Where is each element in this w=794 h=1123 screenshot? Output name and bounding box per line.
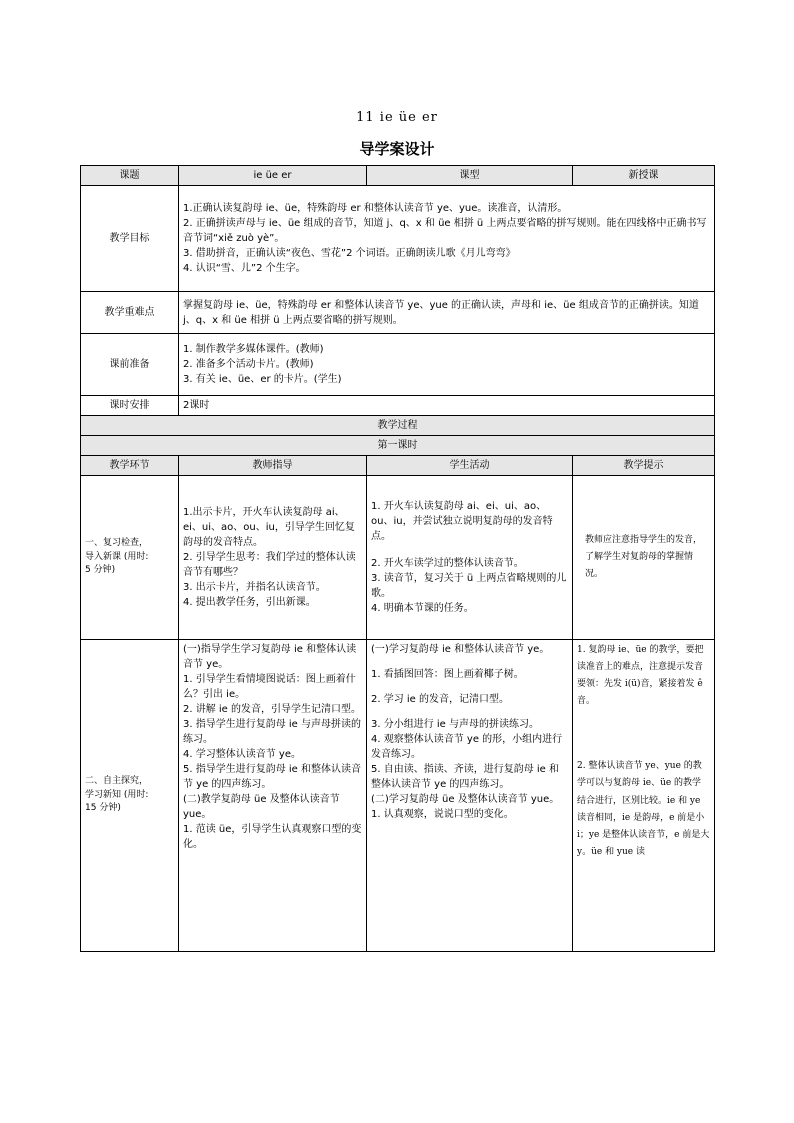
stage-cell: 一、复习检查， 导入新课 (用时: 5 分钟) [81, 476, 179, 640]
process-title-row [81, 416, 715, 436]
process-title: 教学过程 [81, 416, 715, 436]
objectives-row [81, 186, 715, 292]
hours-row [81, 396, 715, 416]
topic-value: ie üe er [179, 166, 367, 186]
period-title: 第一课时 [81, 436, 715, 456]
objective-item: 3. 借助拼音，正确认读“夜色、雪花”2 个词语。正确朗读儿歌《月儿弯弯》 [183, 248, 516, 259]
prep-label: 课前准备 [81, 334, 179, 396]
process-row [81, 640, 715, 952]
hours-value: 2课时 [179, 396, 715, 416]
column-header: 教师指导 [179, 456, 367, 476]
keypoints-label: 教学重难点 [81, 292, 179, 334]
process-header-row [81, 456, 715, 476]
column-header: 教学环节 [81, 456, 179, 476]
teacher-cell: 1.出示卡片，开火车认读复韵母 ai、ei、ui、ao、ou、iu，引导学生回忆复韵母的发音特点。 2. 引导学生思考：我们学过的整体认读音节有哪些？ 3. 出示卡片，并指名认读音节。 4. 提出教学任务，引出新课。 [179, 476, 367, 640]
column-header: 教学提示 [573, 456, 715, 476]
prep-item: 2. 准备多个活动卡片。(教师) [183, 359, 314, 370]
keypoints-content: 掌握复韵母 ie、üe，特殊韵母 er 和整体认读音节 ye、yue 的正确认读，声母和 ie、üe 组成音节的正确拼读。知道 j、q、x 和 üe 相拼 ü 上两点要省略的拼写规则。 [179, 292, 715, 334]
document-title: 导学案设计 [359, 140, 435, 158]
stage-cell: 二、自主探究， 学习新知 (用时: 15 分钟) [81, 640, 179, 952]
objective-item: 4. 认识“雪、儿”2 个生字。 [183, 263, 306, 274]
prep-row [81, 334, 715, 396]
student-cell: 1. 开火车认读复韵母 ai、ei、ui、ao、ou、iu，并尝试独立说明复韵母的发音特点。 2. 开火车读学过的整体认读音节。 3. 读音节，复习关于 ü 上两点省略规则的儿歌。 4. 明确本节课的任务。 [367, 476, 573, 640]
hint-cell: 1. 复韵母 ie、üe 的教学，要把读准音上的难点，注意提示发音要领：先发 i(ü)音，紧接着发 ê 音。 2. 整体认读音节 ye、yue 的教学可以与复韵母 ie、üe 的教学结合进行，区别比较。ie 和 ye 读音相同，ie 是韵母，e 前是小 i；ye 是整体认读音节，e 前是大 y。üe 和 yue 读 [573, 640, 715, 952]
process-row [81, 476, 715, 640]
prep-item: 1. 制作教学多媒体课件。(教师) [183, 344, 324, 355]
student-cell: (一)学习复韵母 ie 和整体认读音节 ye。 1. 看插图回答：图上画着椰子树。 2. 学习 ie 的发音，记清口型。 3. 分小组进行 ie 与声母的拼读练习。 4. 观察整体认读音节 ye 的形，小组内进行发音练习。 5. 自由读、指读、齐读，进行复韵母 ie 和整体认读音节 ye 的四声练习。 (二)学习复韵母 üe 及整体认读音节 yue。 1. 认真观察，说说口型的变化。 [367, 640, 573, 952]
objective-item: 2. 正确拼读声母与 ie、üe 组成的音节，知道 j、q、x 和 üe 相拼 ü 上两点要省略的拼写规则。能在四线格中正确书写音节词“xiě zuò yè”。 [183, 218, 707, 244]
type-label: 课型 [367, 166, 573, 186]
keypoints-row [81, 292, 715, 334]
objectives-label: 教学目标 [81, 186, 179, 292]
hours-label: 课时安排 [81, 396, 179, 416]
type-value: 新授课 [573, 166, 715, 186]
teacher-cell: (一)指导学生学习复韵母 ie 和整体认读音节 ye。 1. 引导学生看情境图说话：图上画着什么？引出 ie。 2. 讲解 ie 的发音，引导学生记清口型。 3. 指导学生进行复韵母 ie 与声母拼读的练习。 4. 学习整体认读音节 ye。 5. 指导学生进行复韵母 ie 和整体认读音节 ye 的四声练习。 (二)教学复韵母 üe 及整体认读音节 yue。 1. 范读 üe，引导学生认真观察口型的变化。 [179, 640, 367, 952]
objectives-content [179, 186, 715, 292]
topic-label: 课题 [81, 166, 179, 186]
prep-content [179, 334, 715, 396]
objective-item: 1.正确认读复韵母 ie、üe，特殊韵母 er 和整体认读音节 ye、yue。读准音，认清形。 [183, 203, 568, 214]
lesson-title: 11 ie üe er [356, 110, 438, 125]
prep-item: 3. 有关 ie、üe、er 的卡片。(学生) [183, 374, 342, 385]
hint-cell: 教师应注意指导学生的发音，了解学生对复韵母的掌握情况。 [573, 476, 715, 640]
lesson-plan-table [80, 165, 715, 952]
column-header: 学生活动 [367, 456, 573, 476]
topic-row [81, 166, 715, 186]
period-row [81, 436, 715, 456]
